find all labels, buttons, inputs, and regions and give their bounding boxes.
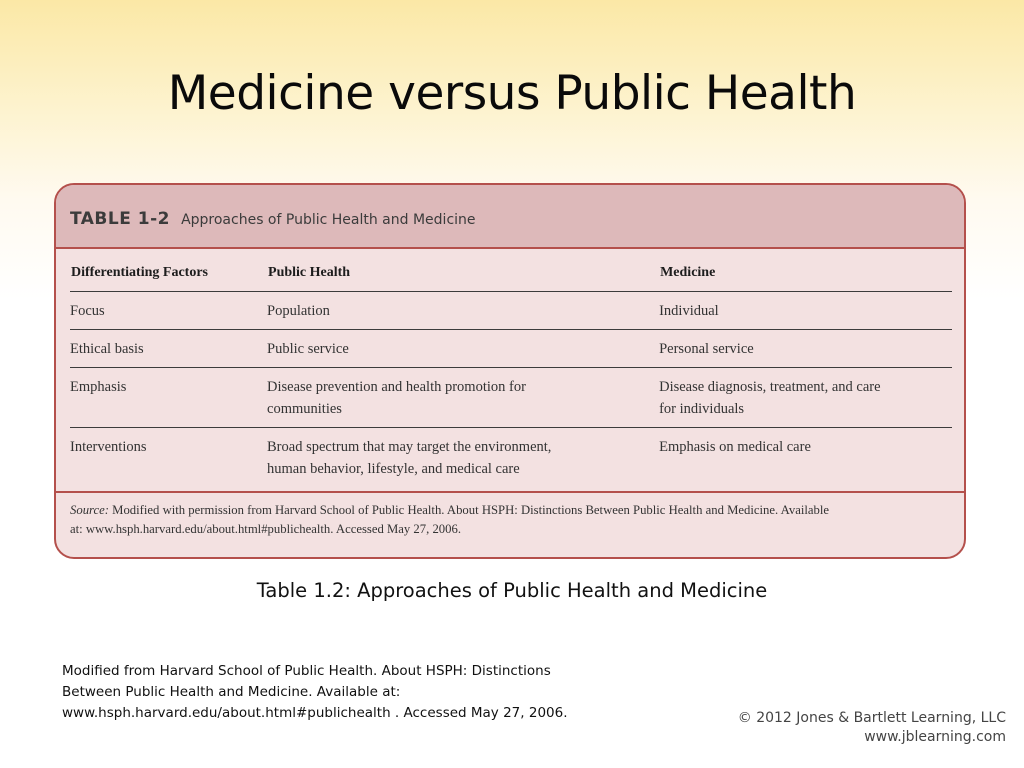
source-text-line2: at: www.hsph.harvard.edu/about.html#publichealth. Accessed May 27, 2006. [70, 522, 461, 536]
table-row [70, 330, 952, 368]
copyright-notice [738, 709, 1006, 747]
footnote-line: Between Public Health and Medicine. Available at: [62, 684, 401, 700]
factor-cell: Emphasis [70, 368, 267, 428]
factor-cell: Ethical basis [70, 330, 267, 368]
medicine-cell: Individual [659, 292, 952, 330]
table-header [56, 185, 964, 249]
table-row [70, 428, 952, 488]
medicine-cell: Disease diagnosis, treatment, and care for individuals [659, 368, 952, 428]
comparison-table [70, 255, 952, 487]
table-row [70, 368, 952, 428]
public-health-cell: Disease prevention and health promotion for communities [267, 368, 659, 428]
footnote-line: Modified from Harvard School of Public Health. About HSPH: Distinctions [62, 663, 551, 679]
slide-title: Medicine versus Public Health [167, 66, 857, 121]
footnote-line: www.hsph.harvard.edu/about.html#publichealth . Accessed May 27, 2006. [62, 705, 568, 721]
publisher-website: www.jblearning.com [864, 729, 1006, 745]
source-divider [56, 491, 964, 493]
column-header-factors: Differentiating Factors [70, 255, 267, 292]
medicine-cell: Personal service [659, 330, 952, 368]
table-header-row [70, 255, 952, 292]
table-figure [54, 183, 966, 559]
source-label: Source: [70, 503, 109, 517]
figure-caption: Table 1.2: Approaches of Public Health and Medicine [256, 579, 768, 602]
copyright-text: © 2012 Jones & Bartlett Learning, LLC [737, 710, 1006, 726]
footnote [62, 661, 602, 724]
column-header-public-health: Public Health [267, 255, 659, 292]
table-caption: Approaches of Public Health and Medicine [181, 212, 476, 228]
public-health-cell: Broad spectrum that may target the environment, human behavior, lifestyle, and medical care [267, 439, 552, 477]
factor-cell: Focus [70, 292, 267, 330]
table-label: TABLE 1-2 [70, 209, 170, 229]
table-row [70, 292, 952, 330]
table-source-note [70, 501, 950, 539]
source-text-line1: Modified with permission from Harvard School of Public Health. About HSPH: Distinctions Between Public Health and Medicine. Available [109, 503, 830, 517]
column-header-medicine: Medicine [659, 255, 952, 292]
public-health-cell: Public service [267, 330, 659, 368]
factor-cell: Interventions [70, 439, 147, 455]
medicine-cell: Emphasis on medical care [659, 439, 811, 455]
public-health-cell: Population [267, 292, 659, 330]
